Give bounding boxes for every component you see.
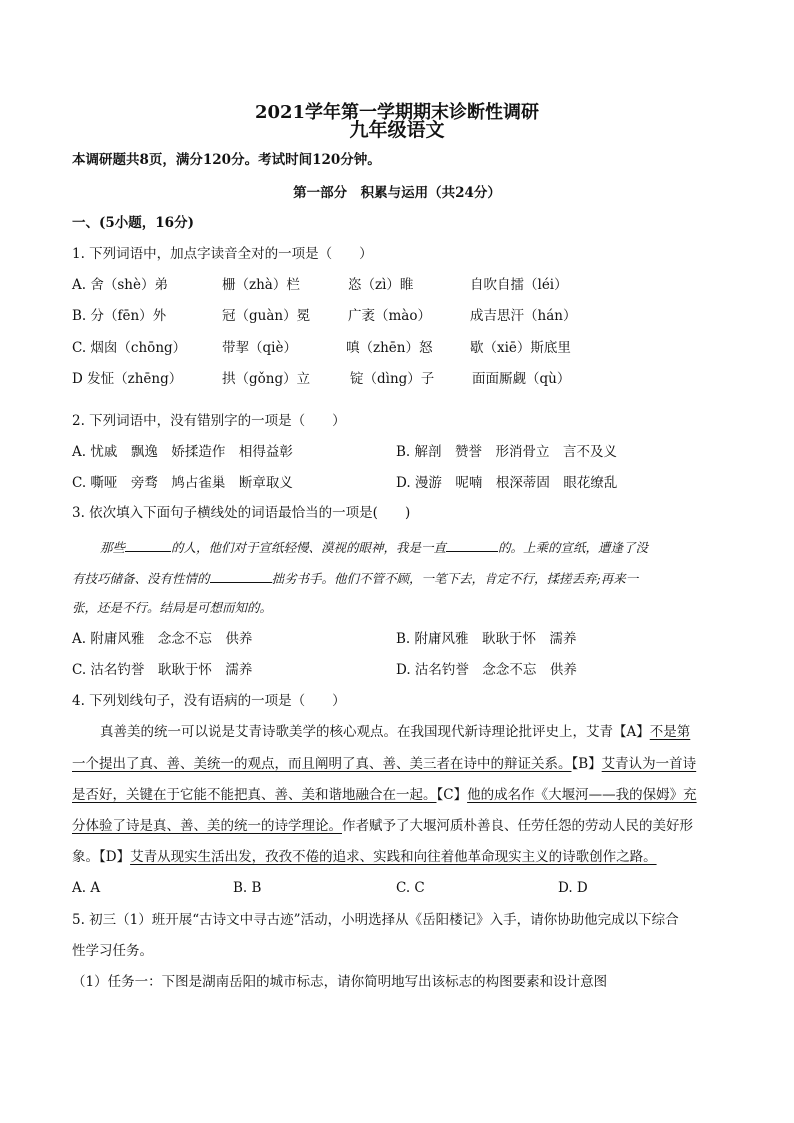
q1-c-3: 嗔（zhēn）怒 [346,340,433,356]
q4-passage-line-5: 象。【D】艾青从现实生活出发，孜孜不倦的追求、实践和向往着他革命现实主义的诗歌创作之路。 [72,849,657,865]
q1-d-2: 拱（gǒng）立 [222,371,311,387]
q5-line-2: 性学习任务。 [72,943,153,959]
q2-stem: 2. 下列词语中，没有错别字的一项是（ ） [72,413,346,429]
q4-passage-line-1: 真善美的统一可以说是艾青诗歌美学的核心观点。在我国现代新诗理论批评史上，艾青【A】不是第 [100,724,691,740]
exam-info: 本调研题共8页，满分120分。考试时间120分钟。 [72,152,381,168]
part-heading: 第一部分 积累与运用（共24分） [293,185,501,201]
section-heading: 一、(5小题，16分) [72,215,194,231]
q3-option-c: C. 沽名钓誉 耿耿于怀 濡养 [72,662,253,678]
q1-d-4: 面面厮觑（qù） [472,371,571,387]
q1-stem: 1. 下列词语中，加点字读音全对的一项是（ ） [72,246,373,262]
q5-line-1: 5. 初三（1）班开展“古诗文中寻古迹”活动，小明选择从《岳阳楼记》入手，请你协助他完成以下综合 [72,912,679,928]
exam-title: 2021学年第一学期期末诊断性调研 [254,102,540,123]
q4-option-c: C. C [396,880,425,896]
q2-option-d: D. 漫游 呢喃 根深蒂固 眼花缭乱 [396,475,618,491]
q1-c-1: C. 烟囱（chōng） [72,340,187,356]
q4-option-a: A. A [72,880,101,896]
q1-b-3: 广袤（mào） [348,308,431,324]
q1-b-4: 成吉思汗（hán） [470,308,577,324]
q2-option-b: B. 解剖 赞誉 形消骨立 言不及义 [396,444,618,460]
q4-option-d: D. D [558,880,588,896]
q4-passage-line-2: 一个提出了真、善、美统一的观点，而且阐明了真、善、美三者在诗中的辩证关系。【B】艾青认为一首诗 [72,756,697,772]
q3-blank-1 [125,537,171,552]
q2-option-a: A. 忧戚 飘逸 娇揉造作 相得益彰 [72,444,293,460]
q1-b-2: 冠（guàn）冕 [222,308,311,324]
q1-a-4: 自吹自擂（léi） [470,277,568,293]
q5-task-1: （1）任务一：下图是湖南岳阳的城市标志，请你简明地写出该标志的构图要素和设计意图 [72,974,608,990]
q3-blank-2 [446,537,498,552]
q4-stem: 4. 下列划线句子，没有语病的一项是（ ） [72,693,346,709]
q2-option-c: C. 嘶哑 旁骛 鸠占雀巢 断章取义 [72,475,293,491]
q4-passage-line-3: 是否好，关键在于它能不能把真、善、美和谐地融合在一起。【C】他的成名作《大堰河——我的保姆》充 [72,787,697,803]
q3-stem: 3. 依次填入下面句子横线处的词语最恰当的一项是( ) [72,505,411,521]
q1-a-2: 栅（zhà）栏 [222,277,300,293]
q1-c-4: 歇（xiē）斯底里 [470,340,571,356]
q1-d-1: D 发怔（zhēng） [72,371,183,387]
q3-option-a: A. 附庸风雅 念念不忘 供养 [72,631,253,647]
q3-passage-line-1: 那些 的人，他们对于宣纸轻慢、漠视的眼神，我是一直 的。上乘的宣纸，遭逢了没 [100,537,648,558]
q1-d-3: 锭（dìng）子 [350,371,435,387]
q3-option-d: D. 沽名钓誉 念念不忘 供养 [396,662,577,678]
q3-passage-line-2: 有技巧储备、没有性情的 拙劣书手。他们不管不顾，一笔下去，肯定不行，揉搓丢弃;再来一 [72,568,638,589]
exam-subject: 九年级语文 [349,119,445,141]
q3-passage-line-3: 张，还是不行。结局是可想而知的。 [72,600,273,615]
q3-option-b: B. 附庸风雅 耿耿于怀 濡养 [396,631,577,647]
q1-a-1: A. 舍（shè）弟 [72,277,168,293]
q3-blank-3 [210,568,272,583]
q1-a-3: 恣（zì）睢 [348,277,414,293]
q1-c-2: 带挈（qiè） [222,340,297,356]
q4-option-b: B. B [233,880,262,896]
q4-passage-line-4: 分体验了诗是真、善、美的统一的诗学理论。作者赋予了大堰河质朴善良、任劳任怨的劳动人民的美好形 [72,818,693,834]
q1-b-1: B. 分（fēn）外 [72,308,167,324]
